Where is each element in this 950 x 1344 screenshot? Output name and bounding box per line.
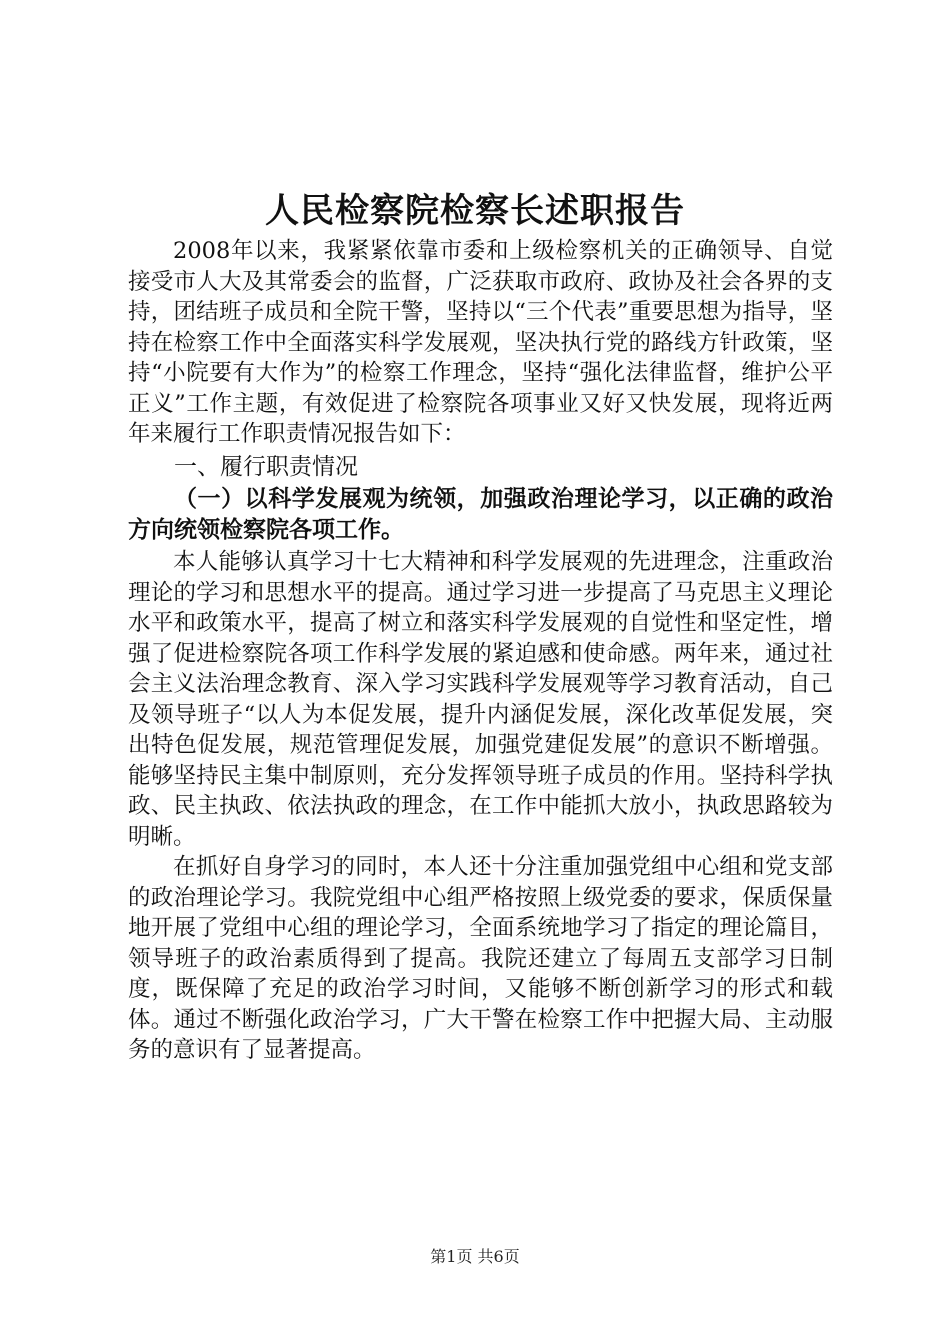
body-paragraph: 本人能够认真学习十七大精神和科学发展观的先进理念，注重政治理论的学习和思想水平的提高。通过学习进一步提高了马克思主义理论水平和政策水平，提高了树立和落实科学发展观的自觉性和坚定性，增强了促进检察院各项工作科学发展的紧迫感和使命感。两年来，通过社会主义法治理念教育、深入学习实践科学发展观等学习教育活动，自己及领导班子“以人为本促发展，提升内涵促发展，深化改革促发展，突出特色促发展，规范管理促发展，加强党建促发展”的意识不断增强。能够坚持民主集中制原则，充分发挥领导班子成员的作用。坚持科学执政、民主执政、依法执政的理念，在工作中能抓大放小，执政思路较为明晰。 <box>128 549 833 850</box>
document-body <box>128 236 833 1066</box>
document-title: 人民检察院检察长述职报告 <box>265 191 685 231</box>
intro-paragraph: 2008年以来，我紧紧依靠市委和上级检察机关的正确领导、自觉接受市人大及其常委会的监督，广泛获取市政府、政协及社会各界的支持，团结班子成员和全院干警，坚持以“三个代表”重要思想为指导，坚持在检察工作中全面落实科学发展观，坚决执行党的路线方针政策，坚持“小院要有大作为”的检察工作理念，坚持“强化法律监督，维护公平正义”工作主题，有效促进了检察院各项事业又好又快发展，现将近两年来履行工作职责情况报告如下： <box>128 238 833 447</box>
body-paragraph: 在抓好自身学习的同时，本人还十分注重加强党组中心组和党支部的政治理论学习。我院党组中心组严格按照上级党委的要求，保质保量地开展了党组中心组的理论学习，全面系统地学习了指定的理论篇目，领导班子的政治素质得到了提高。我院还建立了每周五支部学习日制度，既保障了充足的政治学习时间，又能够不断创新学习的形式和载体。通过不断强化政治学习，广大干警在检察工作中把握大局、主动服务的意识有了显著提高。 <box>128 854 833 1063</box>
section-heading: 一、履行职责情况 <box>174 453 358 480</box>
page-footer: 第1页 共6页 <box>430 1247 520 1266</box>
subsection-heading: （一）以科学发展观为统领，加强政治理论学习，以正确的政治方向统领检察院各项工作。 <box>128 486 833 543</box>
